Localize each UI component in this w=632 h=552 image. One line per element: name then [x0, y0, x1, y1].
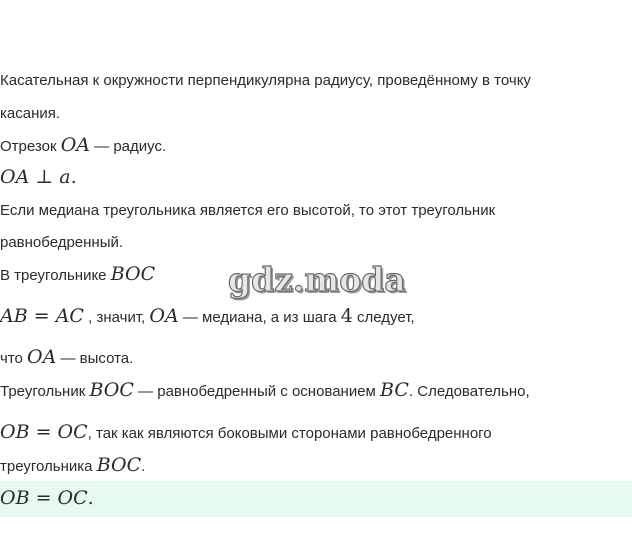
- text-line-1: Касательная к окружности перпендикулярна радиусу, проведённому в точку: [0, 72, 531, 89]
- text-line-12: треугольника BOC.: [0, 454, 146, 476]
- text-line-5: Если медиана треугольника является его высотой, то этот треугольник: [0, 202, 496, 219]
- text-line-7: В треугольнике BOC: [0, 263, 156, 285]
- math-oa: OA: [60, 134, 90, 156]
- text-line-2: касания.: [0, 105, 61, 122]
- text-line-10: Треугольник BOC — равнобедренный с основанием BC. Следовательно,: [0, 379, 530, 401]
- answer-highlight: [0, 481, 632, 517]
- math-boc: BOC: [110, 263, 156, 285]
- watermark-logo: gdz.moda: [228, 260, 406, 299]
- math-a: a: [59, 166, 71, 188]
- text-line-9: что OA — высота.: [0, 346, 134, 368]
- answer-line: OB = OC.: [0, 487, 94, 509]
- text-line-6: равнобедренный.: [0, 234, 124, 251]
- text-line-3: Отрезок OA — радиус.: [0, 134, 167, 156]
- text-line-11: OB = OC, так как являются боковыми сторонами равнобедренного: [0, 421, 492, 443]
- text-line-8: AB = AC , значит, OA — медиана, а из шага 4 следует,: [0, 305, 415, 327]
- text-line-4: OA ⊥ a.: [0, 166, 77, 188]
- math-oa: OA: [0, 166, 30, 188]
- perpendicular-symbol: ⊥: [29, 166, 60, 188]
